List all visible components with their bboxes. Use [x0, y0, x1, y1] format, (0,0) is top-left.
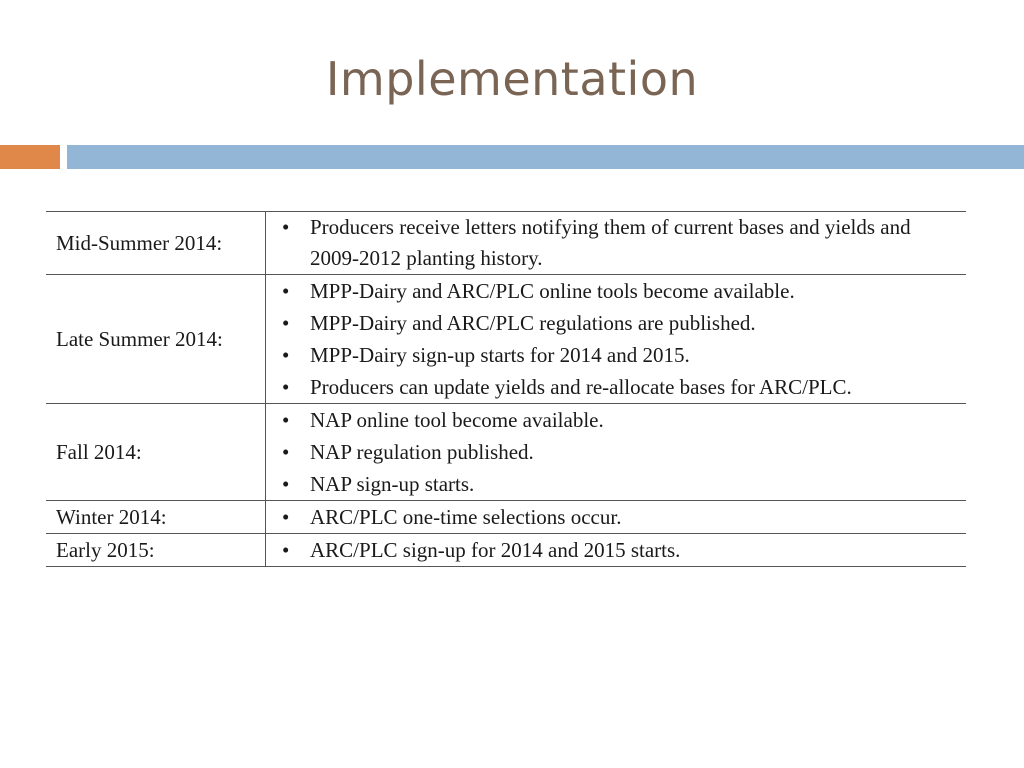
list-item-text: MPP-Dairy and ARC/PLC online tools become available. [310, 279, 795, 303]
table-row [46, 404, 966, 501]
bullet-icon: • [282, 279, 290, 303]
items-cell [266, 212, 967, 275]
list-item-text: NAP sign-up starts. [310, 472, 475, 496]
items-cell [266, 534, 967, 567]
list-item-text: Producers can update yields and re-allocate bases for ARC/PLC. [310, 375, 852, 399]
list-item [274, 212, 966, 274]
bullet-icon: • [282, 472, 290, 496]
period-cell: Winter 2014: [46, 501, 266, 534]
table-row [46, 275, 966, 404]
bullet-list [274, 501, 966, 533]
accent-bar-blue [67, 145, 1024, 169]
bullet-icon: • [282, 343, 290, 367]
bullet-icon: • [282, 408, 290, 432]
bullet-icon: • [282, 440, 290, 464]
list-item-text: NAP regulation published. [310, 440, 534, 464]
list-item [274, 371, 966, 403]
items-cell [266, 501, 967, 534]
period-cell: Fall 2014: [46, 404, 266, 501]
bullet-icon: • [282, 311, 290, 335]
list-item-text: Producers receive letters notifying them of current bases and yields and 2009-2012 planting history. [310, 215, 911, 270]
period-cell: Mid-Summer 2014: [46, 212, 266, 275]
list-item [274, 307, 966, 339]
bullet-list [274, 212, 966, 274]
list-item-text: NAP online tool become available. [310, 408, 604, 432]
accent-bar-orange [0, 145, 60, 169]
bullet-icon: • [282, 538, 290, 562]
list-item [274, 468, 966, 500]
implementation-schedule-table [46, 211, 966, 567]
table-row [46, 501, 966, 534]
list-item-text: MPP-Dairy and ARC/PLC regulations are published. [310, 311, 756, 335]
list-item [274, 436, 966, 468]
bullet-icon: • [282, 215, 290, 239]
list-item-text: ARC/PLC one-time selections occur. [310, 505, 622, 529]
period-cell: Late Summer 2014: [46, 275, 266, 404]
period-cell: Early 2015: [46, 534, 266, 567]
list-item-text: MPP-Dairy sign-up starts for 2014 and 2015. [310, 343, 690, 367]
bullet-list [274, 404, 966, 500]
slide-title: Implementation [325, 52, 699, 106]
list-item-text: ARC/PLC sign-up for 2014 and 2015 starts. [310, 538, 681, 562]
list-item [274, 404, 966, 436]
bullet-list [274, 275, 966, 403]
list-item [274, 501, 966, 533]
bullet-list [274, 534, 966, 566]
list-item [274, 534, 966, 566]
list-item [274, 339, 966, 371]
table-row [46, 212, 966, 275]
bullet-icon: • [282, 505, 290, 529]
items-cell [266, 275, 967, 404]
items-cell [266, 404, 967, 501]
table-row [46, 534, 966, 567]
list-item [274, 275, 966, 307]
bullet-icon: • [282, 375, 290, 399]
